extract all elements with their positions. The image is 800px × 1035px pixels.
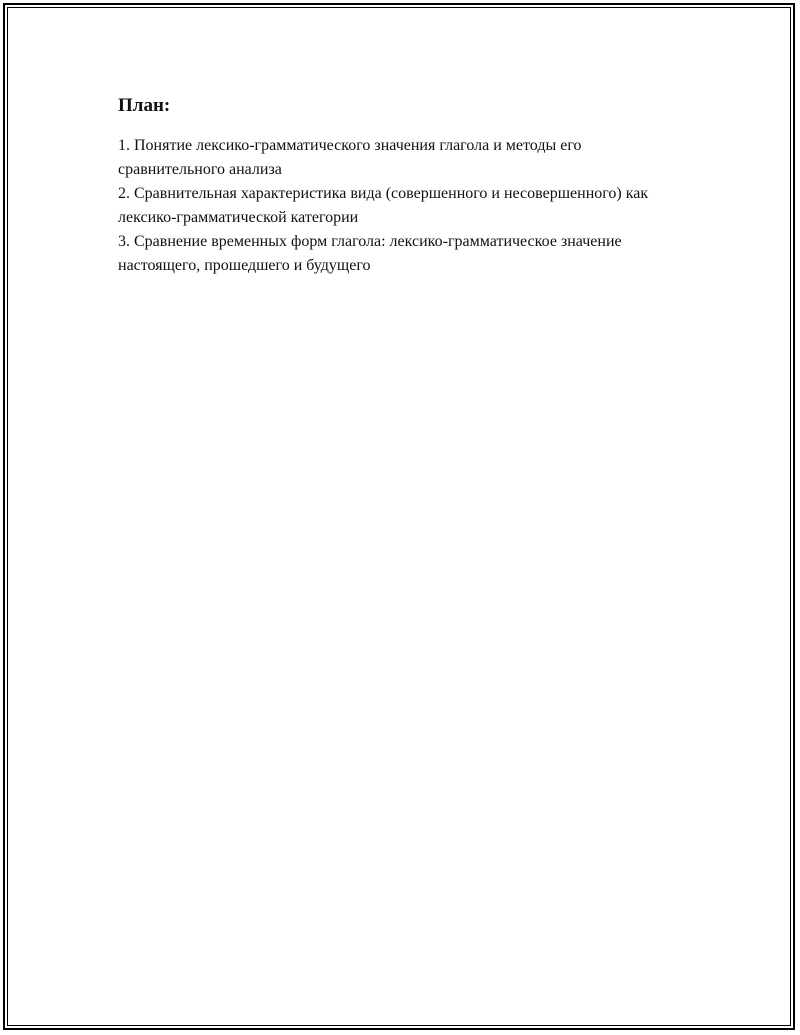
plan-item-2: 2. Сравнительная характеристика вида (совершенного и несовершенного) как лексико-грамматической категории: [118, 185, 649, 226]
plan-list: [118, 134, 688, 278]
plan-item-3: 3. Сравнение временных форм глагола: лексико-грамматическое значение настоящего, прошедшего и будущего: [118, 233, 622, 274]
plan-item-1: 1. Понятие лексико-грамматического значения глагола и методы его сравнительного анализа: [118, 137, 582, 178]
document-body: [118, 94, 688, 278]
plan-heading: План:: [118, 95, 171, 116]
